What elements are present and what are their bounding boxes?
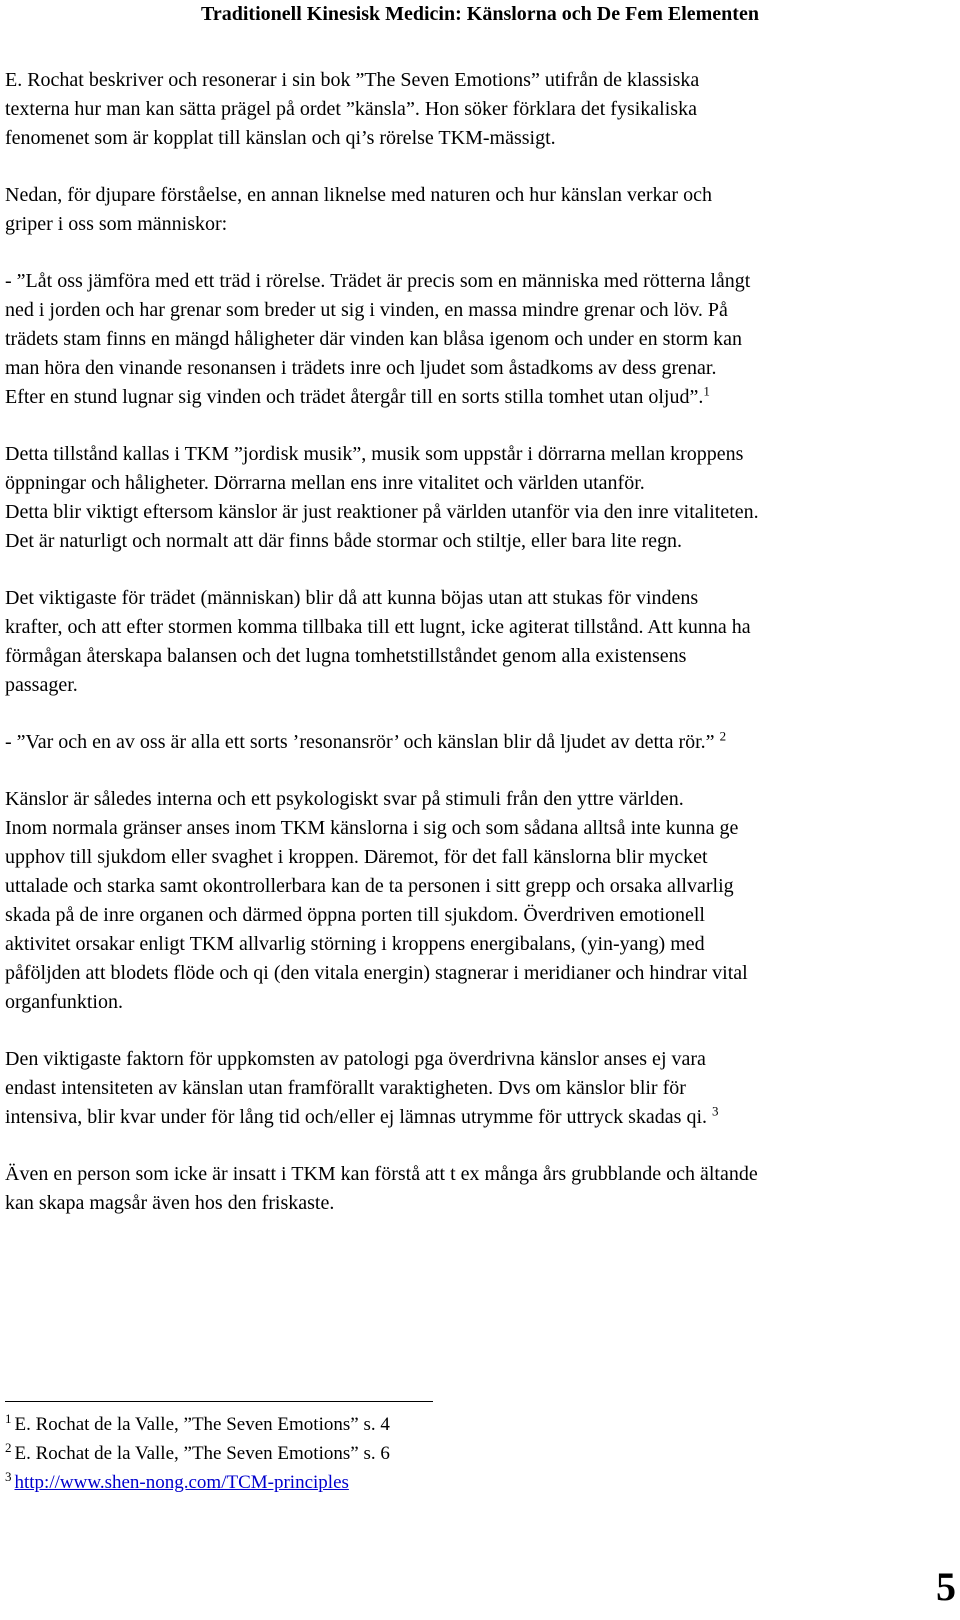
text-line: påföljden att blodets flöde och qi (den vitala energin) stagnerar i meridianer och hindrar vital bbox=[5, 962, 748, 984]
text-line: Detta tillstånd kallas i TKM ”jordisk musik”, musik som uppstår i dörrarna mellan kroppens bbox=[5, 443, 744, 465]
text-line-with-ref bbox=[5, 383, 955, 412]
text-line: griper i oss som människor: bbox=[5, 213, 228, 235]
text-line: skada på de inre organen och därmed öppna porten till sjukdom. Överdriven emotionell bbox=[5, 904, 705, 926]
paragraph-nature-analogy bbox=[5, 181, 955, 239]
paragraph-stomach-ulcer bbox=[5, 1160, 955, 1218]
text-line: aktivitet orsakar enligt TKM allvarlig störning i kroppens energibalans, (yin-yang) med bbox=[5, 933, 705, 955]
text-line: Det viktigaste för trädet (människan) blir då att kunna böjas utan att stukas för vindens bbox=[5, 587, 699, 609]
text-line: Även en person som icke är insatt i TKM kan förstå att t ex många års grubblande och ältande bbox=[5, 1163, 758, 1185]
footnote-number: 1 bbox=[5, 1410, 12, 1426]
paragraph-earthly-music bbox=[5, 440, 955, 556]
page-number: 5 bbox=[936, 1564, 956, 1609]
text-line: intensiva, blir kvar under för lång tid och/eller ej lämnas utrymme för uttryck skadas qi. bbox=[5, 1106, 708, 1128]
footnote-text: E. Rochat de la Valle, ”The Seven Emotions” s. 6 bbox=[14, 1443, 390, 1464]
text-line: trädets stam finns en mängd håligheter där vinden kan blåsa igenom och under en storm kan bbox=[5, 328, 743, 350]
text-line: fenomenet som är kopplat till känslan och qi’s rörelse TKM-mässigt. bbox=[5, 127, 556, 149]
text-line: kan skapa magsår även hos den friskaste. bbox=[5, 1192, 335, 1214]
text-line: upphov till sjukdom eller svaghet i kroppen. Däremot, för det fall känslorna blir mycket bbox=[5, 846, 708, 868]
footnotes bbox=[5, 1410, 390, 1497]
text-line: Efter en stund lugnar sig vinden och trädet återgår till en sorts stilla tomhet utan oljud”. bbox=[5, 386, 704, 408]
text-line: uttalade och starka samt okontrollerbara kan de ta personen i sitt grepp och orsaka allvarlig bbox=[5, 875, 734, 897]
paragraph-resonance-tube bbox=[5, 728, 955, 757]
text-line: endast intensiteten av känslan utan framförallt varaktigheten. Dvs om känslor blir för bbox=[5, 1077, 686, 1099]
text-line-with-ref bbox=[5, 728, 955, 757]
footnote-number: 3 bbox=[5, 1468, 12, 1484]
page-header-title: Traditionell Kinesisk Medicin: Känslorna och De Fem Elementen bbox=[201, 3, 759, 25]
text-line: Känslor är således interna och ett psykologiskt svar på stimuli från den yttre världen. bbox=[5, 788, 684, 810]
text-line-with-ref bbox=[5, 1103, 955, 1132]
text-line: ned i jorden och har grenar som breder ut sig i vinden, en massa mindre grenar och löv. På bbox=[5, 299, 728, 321]
footnote-3 bbox=[5, 1468, 390, 1497]
footnote-ref: 3 bbox=[712, 1103, 719, 1119]
text-line: man höra den vinande resonansen i trädets inre och ljudet som åstadkoms av dess grenar. bbox=[5, 357, 717, 379]
text-line: Inom normala gränser anses inom TKM känslorna i sig och som sådana alltså inte kunna ge bbox=[5, 817, 739, 839]
paragraph-balance bbox=[5, 584, 955, 700]
footnote-text: E. Rochat de la Valle, ”The Seven Emotions” s. 4 bbox=[14, 1414, 390, 1435]
text-line: Det är naturligt och normalt att där finns både stormar och stiltje, eller bara lite regn. bbox=[5, 530, 682, 552]
footnote-ref: 1 bbox=[703, 383, 710, 399]
document-body bbox=[5, 66, 955, 1218]
footnote-separator bbox=[5, 1401, 433, 1402]
footnote-2 bbox=[5, 1439, 390, 1468]
text-line: Nedan, för djupare förståelse, en annan liknelse med naturen och hur känslan verkar och bbox=[5, 184, 712, 206]
text-line: krafter, och att efter stormen komma tillbaka till ett lugnt, icke agiterat tillstånd. Att kunna ha bbox=[5, 616, 751, 638]
paragraph-emotions-internal bbox=[5, 785, 955, 1017]
paragraph-pathology-factor bbox=[5, 1045, 955, 1132]
text-line: organfunktion. bbox=[5, 991, 123, 1013]
text-line: E. Rochat beskriver och resonerar i sin bok ”The Seven Emotions” utifrån de klassiska bbox=[5, 69, 700, 91]
footnote-number: 2 bbox=[5, 1439, 12, 1455]
text-line: öppningar och håligheter. Dörrarna mellan ens inre vitalitet och världen utanför. bbox=[5, 472, 645, 494]
text-line: texterna hur man kan sätta prägel på ordet ”känsla”. Hon söker förklara det fysikaliska bbox=[5, 98, 697, 120]
footnote-1 bbox=[5, 1410, 390, 1439]
text-line: - ”Var och en av oss är alla ett sorts ’resonansrör’ och känslan blir då ljudet av detta rör.” bbox=[5, 731, 715, 753]
footnote-ref: 2 bbox=[719, 728, 727, 744]
paragraph-rochat-intro bbox=[5, 66, 955, 153]
text-line: passager. bbox=[5, 674, 78, 696]
text-line: Detta blir viktigt eftersom känslor är just reaktioner på världen utanför via den inre vitaliteten. bbox=[5, 501, 759, 523]
paragraph-tree-quote bbox=[5, 267, 955, 412]
text-line: - ”Låt oss jämföra med ett träd i rörelse. Trädet är precis som en människa med rötterna långt bbox=[5, 270, 751, 292]
footnote-link[interactable]: http://www.shen-nong.com/TCM-principles bbox=[14, 1472, 349, 1493]
text-line: Den viktigaste faktorn för uppkomsten av patologi pga överdrivna känslor anses ej vara bbox=[5, 1048, 706, 1070]
text-line: förmågan återskapa balansen och det lugna tomhetstillståndet genom alla existensens bbox=[5, 645, 687, 667]
